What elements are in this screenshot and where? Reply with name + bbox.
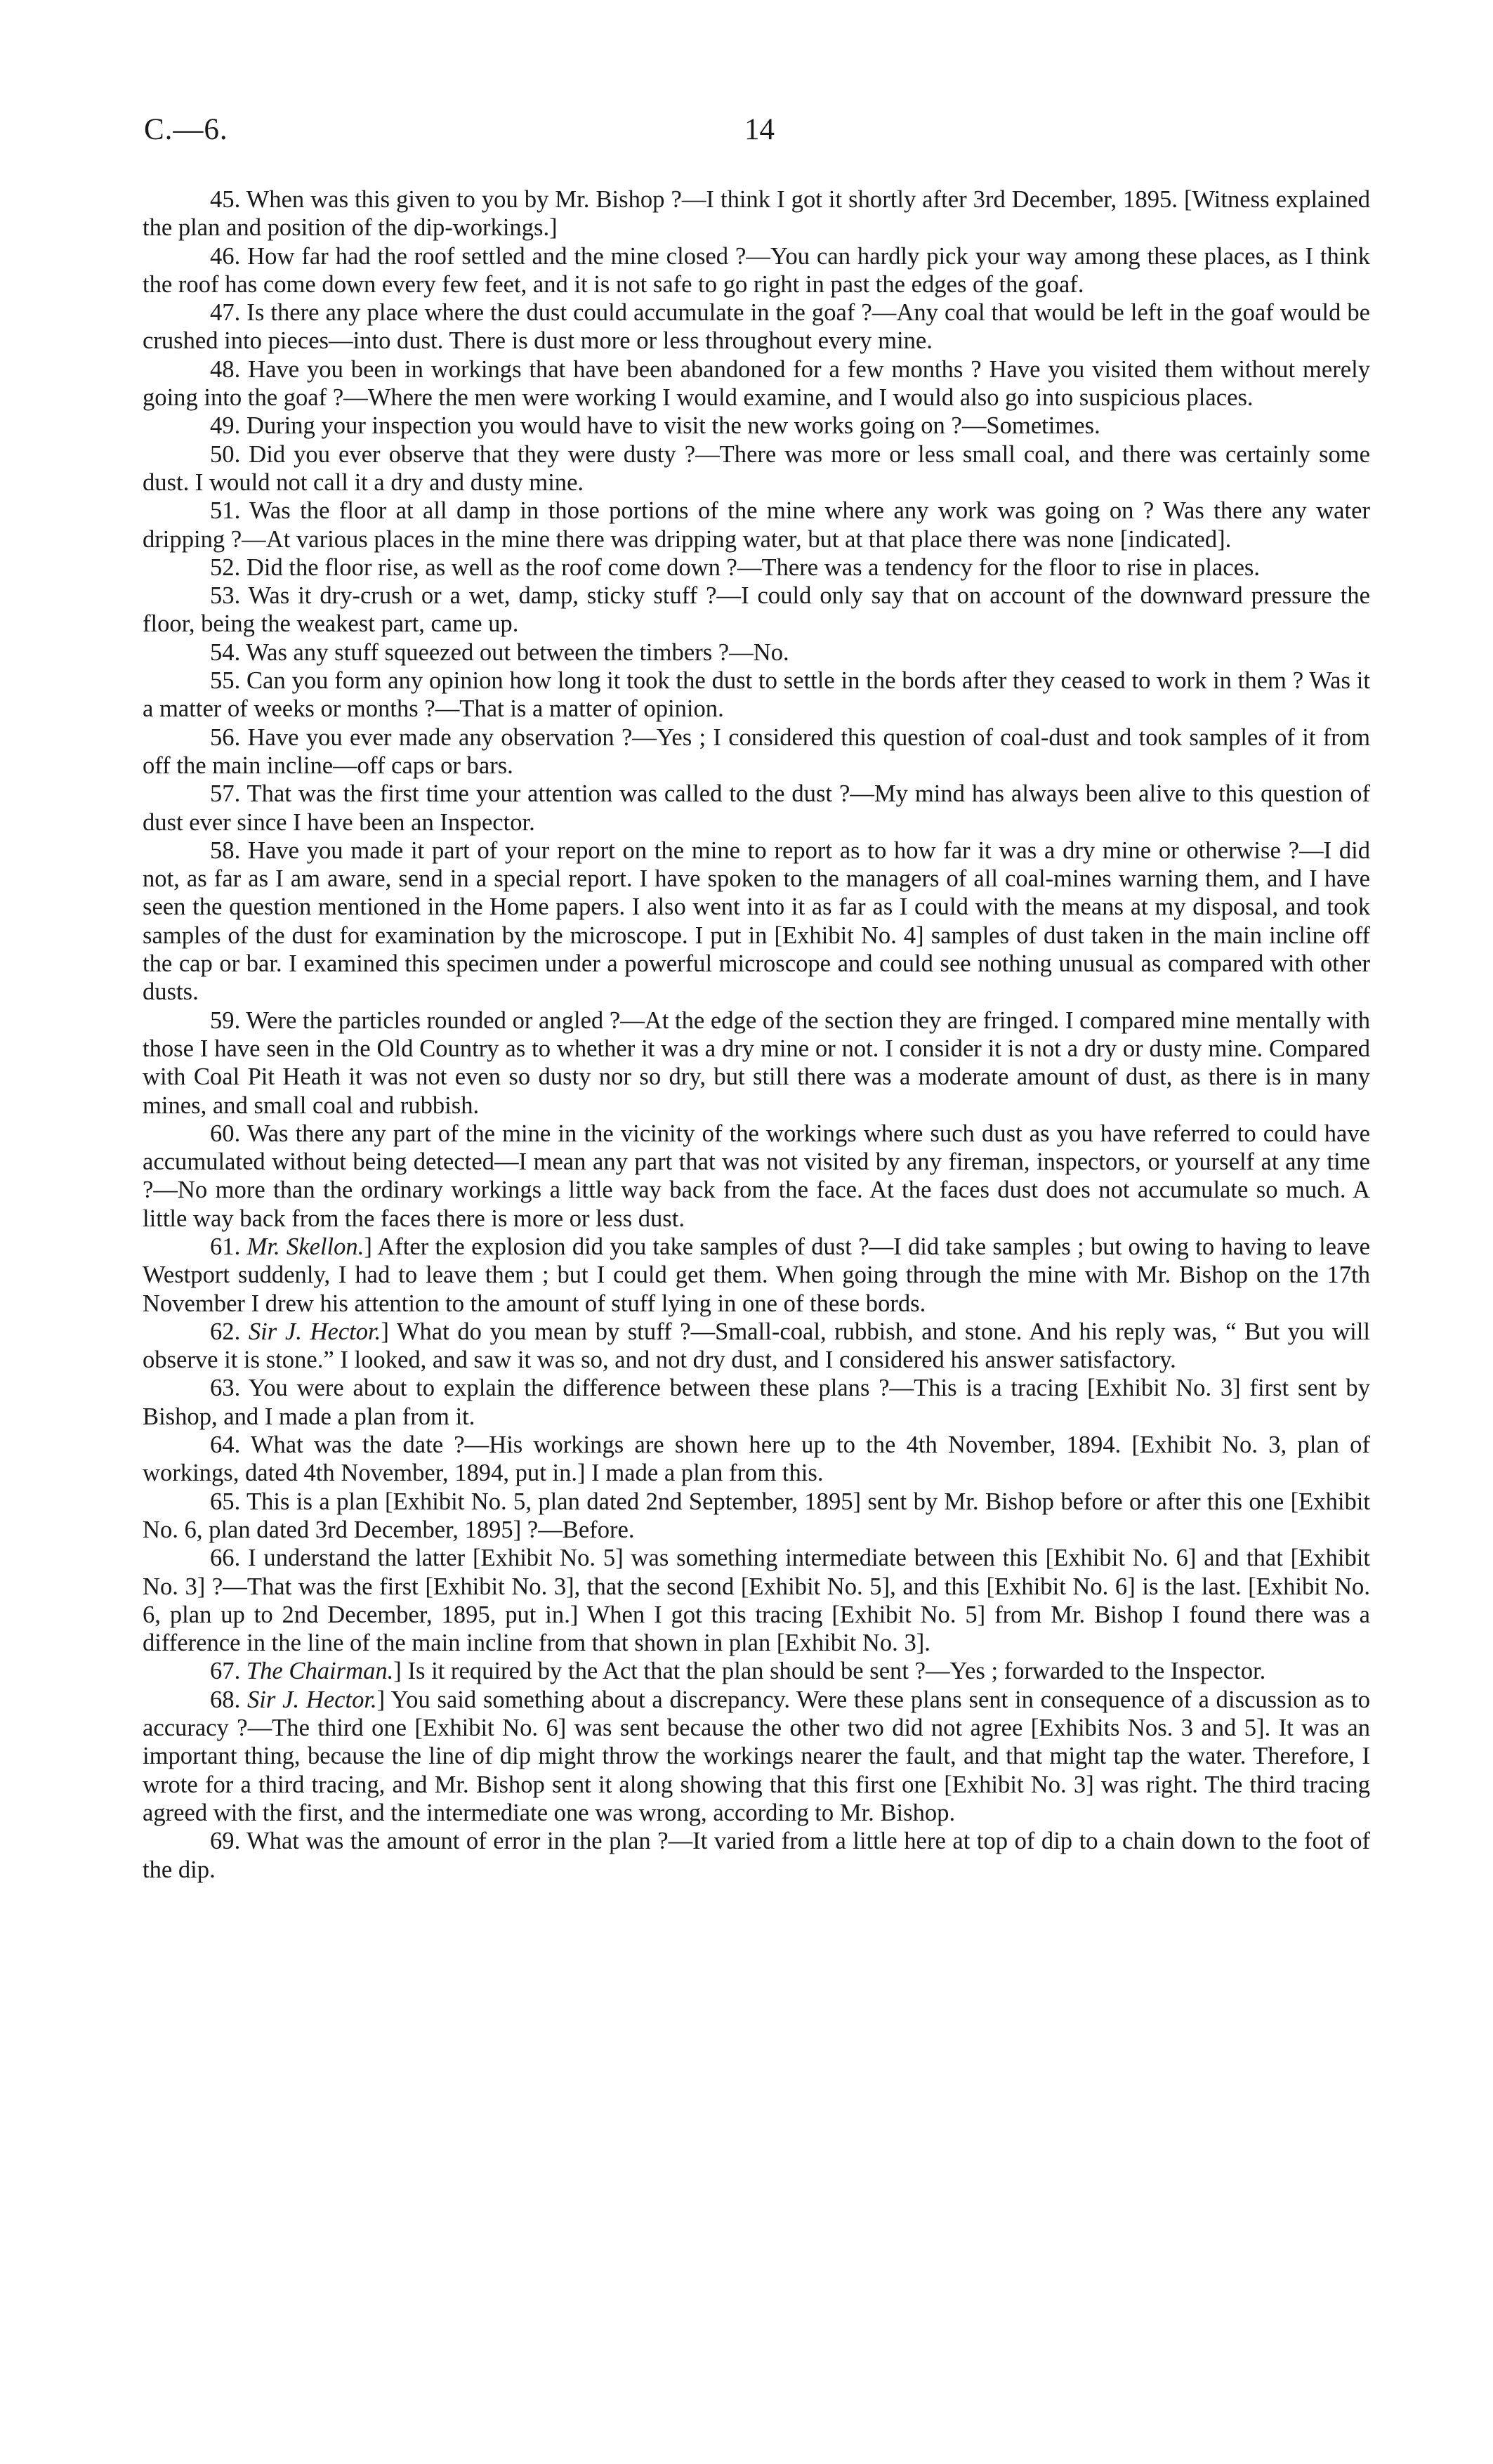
evidence-paragraph: 49. During your inspection you would have to visit the new works going on ?—Sometimes. [210, 412, 1100, 440]
evidence-paragraph: 65. This is a plan [Exhibit No. 5, plan dated 2nd September, 1895] sent by Mr. Bishop before or after this one [Exhibit No. 6, plan dated 3rd December, 1895] ?—Before. [143, 1488, 1370, 1543]
paragraph-text: ] After the explosion did you take samples of dust ?—I did take samples ; but owing to having to leave Westport suddenly, I had to leave them ; but I could get them. When going through the mine with Mr. Bishop on the 17th November I drew his attention to the amount of stuff lying in one of these bords. [143, 1233, 1371, 1317]
speaker-name: Sir J. Hector. [246, 1686, 377, 1713]
evidence-paragraph: 53. Was it dry-crush or a wet, damp, sticky stuff ?—I could only say that on account of the downward pressure the floor, being the weakest part, came up. [143, 582, 1370, 638]
evidence-paragraph: 56. Have you ever made any observation ?—Yes ; I considered this question of coal-dust and took samples of it from off the main incline—off caps or bars. [143, 723, 1370, 779]
evidence-paragraph: 60. Was there any part of the mine in the vicinity of the workings where such dust as you have referred to could have accumulated without being detected—I mean any part that was not visited by any fireman, inspectors, or yourself at any time ?—No more than the ordinary workings a little way back from the face. At the faces dust does not accumulate so much. A little way back from the faces there is more or less dust. [143, 1120, 1370, 1232]
evidence-text [143, 185, 1370, 1884]
evidence-paragraph: 63. You were about to explain the difference between these plans ?—This is a tracing [Exhibit No. 3] first sent by Bishop, and I made a plan from it. [143, 1375, 1370, 1430]
question-number: 68. [210, 1686, 247, 1713]
evidence-paragraph: 45. When was this given to you by Mr. Bishop ?—I think I got it shortly after 3rd December, 1895. [Witness explained the plan and position of the dip-workings.] [143, 186, 1370, 242]
evidence-paragraph [143, 1318, 1370, 1375]
evidence-paragraph: 66. I understand the latter [Exhibit No. 5] was something intermediate between this [Exhibit No. 6] and that [Exhibit No. 3] ?—That was the first [Exhibit No. 3], that the second [Exhibit No. 5], and this [Exhibit No. 6] is the last. [Exhibit No. 6, plan up to 2nd December, 1895, put in.] When I got this tracing [Exhibit No. 5] from Mr. Bishop I found there was a difference in the line of the main incline from that shown in plan [Exhibit No. 3]. [143, 1545, 1370, 1657]
evidence-paragraph: 50. Did you ever observe that they were dusty ?—There was more or less small coal, and there was certainly some dust. I would not call it a dry and dusty mine. [143, 440, 1370, 496]
evidence-paragraph: 52. Did the floor rise, as well as the roof come down ?—There was a tendency for the floor to rise in places. [210, 553, 1261, 581]
evidence-paragraph [143, 1657, 1370, 1685]
evidence-paragraph: 48. Have you been in workings that have been abandoned for a few months ? Have you visited them without merely going into the goaf ?—Where the men were working I would examine, and I would also go into suspicious places. [143, 355, 1370, 412]
document-reference: C.—6. [144, 113, 228, 146]
question-number: 61. [210, 1233, 247, 1260]
paragraph-text: ] Is it required by the Act that the plan should be sent ?—Yes ; forwarded to the Inspector. [393, 1658, 1266, 1685]
speaker-name: Sir J. Hector. [248, 1318, 381, 1345]
evidence-paragraph: 55. Can you form any opinion how long it took the dust to settle in the bords after they ceased to work in them ? Was it a matter of weeks or months ?—That is a matter of opinion. [143, 667, 1370, 723]
evidence-paragraph: 69. What was the amount of error in the plan ?—It varied from a little here at top of dip to a chain down to the foot of the dip. [143, 1828, 1370, 1883]
paragraph-text: ] What do you mean by stuff ?—Small-coal, rubbish, and stone. And his reply was, “ But you will observe it is stone.” I looked, and saw it was so, and not dry dust, and I considered his answer satisfactory. [143, 1318, 1370, 1374]
speaker-name: Mr. Skellon. [246, 1233, 364, 1260]
evidence-paragraph: 57. That was the first time your attention was called to the dust ?—My mind has always been alive to this question of dust ever since I have been an Inspector. [143, 780, 1370, 836]
paragraph-text: ] You said something about a discrepancy. Were these plans sent in consequence of a discussion as to accuracy ?—The third one [Exhibit No. 6] was sent because the other two did not agree [Exhibits Nos. 3 and 5]. It was an important thing, because the line of dip might throw the workings nearer the fault, and that might tap the water. Therefore, I wrote for a third tracing, and Mr. Bishop sent it along showing that this first one [Exhibit No. 3] was right. The third tracing agreed with the first, and the intermediate one was wrong, according to Mr. Bishop. [143, 1686, 1370, 1826]
evidence-paragraph: 51. Was the floor at all damp in those portions of the mine where any work was going on ? Was there any water dripping ?—At various places in the mine there was dripping water, but at that place there was none [indicated]. [143, 497, 1370, 553]
evidence-paragraph [143, 1686, 1370, 1827]
question-number: 67. [210, 1658, 246, 1685]
evidence-paragraph [143, 1233, 1370, 1318]
page-header [144, 112, 1369, 155]
evidence-paragraph: 46. How far had the roof settled and the mine closed ?—You can hardly pick your way among these places, as I think the roof has come down every few feet, and it is not safe to go right in past the edges of the goaf. [143, 242, 1370, 298]
evidence-paragraph: 54. Was any stuff squeezed out between the timbers ?—No. [210, 638, 789, 666]
evidence-paragraph: 47. Is there any place where the dust could accumulate in the goaf ?—Any coal that would be left in the goaf would be crushed into pieces—into dust. There is dust more or less throughout every mine. [143, 299, 1370, 355]
page-number: 14 [744, 113, 775, 146]
evidence-paragraph: 59. Were the particles rounded or angled ?—At the edge of the section they are fringed. I compared mine mentally with those I have seen in the Old Country as to whether it was a dry mine or not. I consider it is not a dry or dusty mine. Compared with Coal Pit Heath it was not even so dusty nor so dry, but still there was a moderate amount of dust, as there is in many mines, and small coal and rubbish. [143, 1007, 1370, 1119]
speaker-name: The Chairman. [246, 1658, 394, 1685]
evidence-paragraph: 58. Have you made it part of your report on the mine to report as to how far it was a dry mine or otherwise ?—I did not, as far as I am aware, send in a special report. I have spoken to the managers of all coal-mines warning them, and I have seen the question mentioned in the Home papers. I also went into it as far as I could with the means at my disposal, and took samples of the dust for examination by the microscope. I put in [Exhibit No. 4] samples of dust taken in the main incline off the cap or bar. I examined this specimen under a powerful microscope and could see nothing unusual as compared with other dusts. [143, 837, 1370, 1006]
evidence-paragraph: 64. What was the date ?—His workings are shown here up to the 4th November, 1894. [Exhibit No. 3, plan of workings, dated 4th November, 1894, put in.] I made a plan from this. [143, 1431, 1370, 1487]
question-number: 62. [210, 1318, 249, 1345]
